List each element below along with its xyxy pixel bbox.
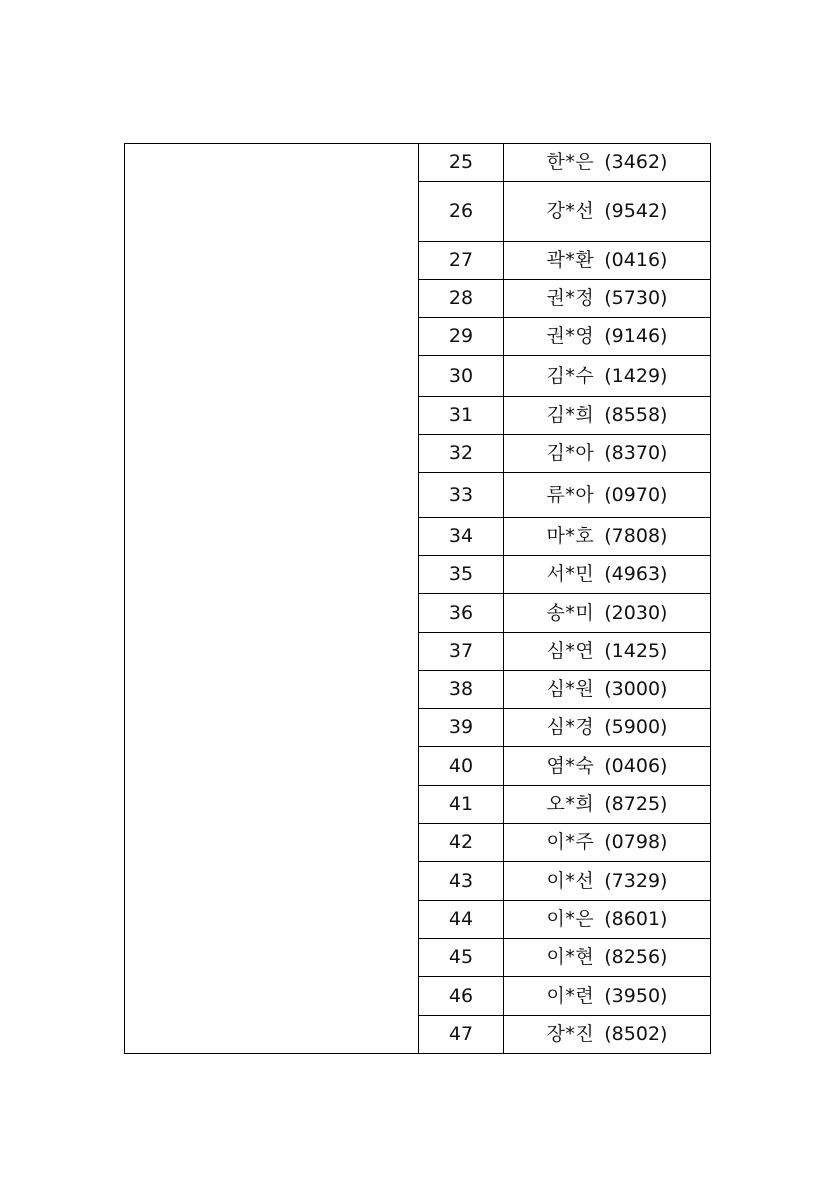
masked-name: 염*숙	[546, 754, 595, 777]
person-cell	[504, 633, 711, 671]
person-cell	[504, 671, 711, 709]
row-number-cell: 36	[419, 594, 504, 633]
phone-suffix-code: (7329)	[604, 869, 668, 892]
phone-suffix-code: (3462)	[604, 151, 668, 173]
person-cell	[504, 824, 711, 862]
row-number-cell: 35	[419, 556, 504, 594]
row-number-cell: 28	[419, 280, 504, 318]
phone-suffix-code: (8601)	[604, 908, 668, 930]
row-number-cell: 38	[419, 671, 504, 709]
person-cell	[504, 280, 711, 318]
row-number-cell: 31	[419, 397, 504, 435]
masked-name: 이*주	[546, 831, 595, 853]
phone-suffix-code: (5730)	[604, 287, 668, 309]
phone-suffix-code: (8502)	[604, 1023, 668, 1045]
masked-name: 권*정	[546, 287, 595, 309]
person-cell	[504, 397, 711, 435]
person-cell	[504, 786, 711, 824]
person-cell	[504, 977, 711, 1016]
masked-name: 심*원	[546, 678, 595, 700]
row-number-cell: 39	[419, 709, 504, 747]
person-cell	[504, 556, 711, 594]
masked-name: 이*은	[546, 908, 595, 930]
row-number-cell: 42	[419, 824, 504, 862]
masked-name: 이*현	[546, 946, 595, 968]
person-cell	[504, 144, 711, 182]
row-number-cell: 45	[419, 939, 504, 977]
phone-suffix-code: (9146)	[604, 325, 668, 347]
masked-name: 류*아	[546, 483, 595, 506]
table-row	[125, 144, 711, 182]
phone-suffix-code: (8558)	[604, 404, 668, 426]
row-number-cell: 44	[419, 901, 504, 939]
masked-name: 한*은	[546, 151, 595, 173]
person-cell	[504, 518, 711, 556]
row-number-cell: 33	[419, 473, 504, 518]
roster-table	[124, 143, 711, 1054]
masked-name: 김*희	[546, 404, 595, 426]
row-number-cell: 30	[419, 356, 504, 397]
phone-suffix-code: (8725)	[604, 793, 668, 815]
phone-suffix-code: (5900)	[604, 716, 668, 738]
person-cell	[504, 318, 711, 356]
row-number-cell: 37	[419, 633, 504, 671]
masked-name: 김*아	[546, 442, 595, 464]
row-number-cell: 29	[419, 318, 504, 356]
person-cell	[504, 1016, 711, 1054]
phone-suffix-code: (8370)	[604, 442, 668, 464]
person-cell	[504, 747, 711, 786]
phone-suffix-code: (3950)	[604, 984, 668, 1007]
phone-suffix-code: (2030)	[604, 601, 668, 624]
phone-suffix-code: (7808)	[604, 525, 668, 547]
row-number-cell: 34	[419, 518, 504, 556]
masked-name: 김*수	[546, 364, 595, 387]
row-number-cell: 46	[419, 977, 504, 1016]
person-cell	[504, 182, 711, 242]
masked-name: 마*호	[546, 525, 595, 547]
row-number-cell: 25	[419, 144, 504, 182]
person-cell	[504, 939, 711, 977]
row-number-cell: 27	[419, 242, 504, 280]
phone-suffix-code: (9542)	[604, 200, 668, 222]
person-cell	[504, 901, 711, 939]
row-number-cell: 47	[419, 1016, 504, 1054]
masked-name: 오*희	[546, 793, 595, 815]
masked-name: 이*선	[546, 869, 595, 892]
person-cell	[504, 242, 711, 280]
phone-suffix-code: (8256)	[604, 946, 668, 968]
masked-name: 장*진	[546, 1023, 595, 1045]
masked-name: 이*련	[546, 984, 595, 1007]
row-number-cell: 32	[419, 435, 504, 473]
person-cell	[504, 356, 711, 397]
phone-suffix-code: (3000)	[604, 678, 668, 700]
phone-suffix-code: (0406)	[604, 754, 668, 777]
phone-suffix-code: (4963)	[604, 563, 668, 585]
empty-merged-cell	[125, 144, 419, 1054]
person-cell	[504, 435, 711, 473]
person-cell	[504, 709, 711, 747]
person-cell	[504, 473, 711, 518]
phone-suffix-code: (1425)	[604, 640, 668, 662]
masked-name: 심*경	[546, 716, 595, 738]
masked-name: 강*선	[546, 200, 595, 222]
row-number-cell: 40	[419, 747, 504, 786]
phone-suffix-code: (0416)	[604, 249, 668, 271]
person-cell	[504, 862, 711, 901]
row-number-cell: 43	[419, 862, 504, 901]
roster-table-body	[125, 144, 711, 1054]
masked-name: 곽*환	[546, 249, 595, 271]
row-number-cell: 26	[419, 182, 504, 242]
phone-suffix-code: (0798)	[604, 831, 668, 853]
masked-name: 권*영	[546, 325, 595, 347]
person-cell	[504, 594, 711, 633]
phone-suffix-code: (1429)	[604, 364, 668, 387]
masked-name: 송*미	[546, 601, 595, 624]
phone-suffix-code: (0970)	[604, 483, 668, 506]
masked-name: 서*민	[546, 563, 595, 585]
masked-name: 심*연	[546, 640, 595, 662]
row-number-cell: 41	[419, 786, 504, 824]
